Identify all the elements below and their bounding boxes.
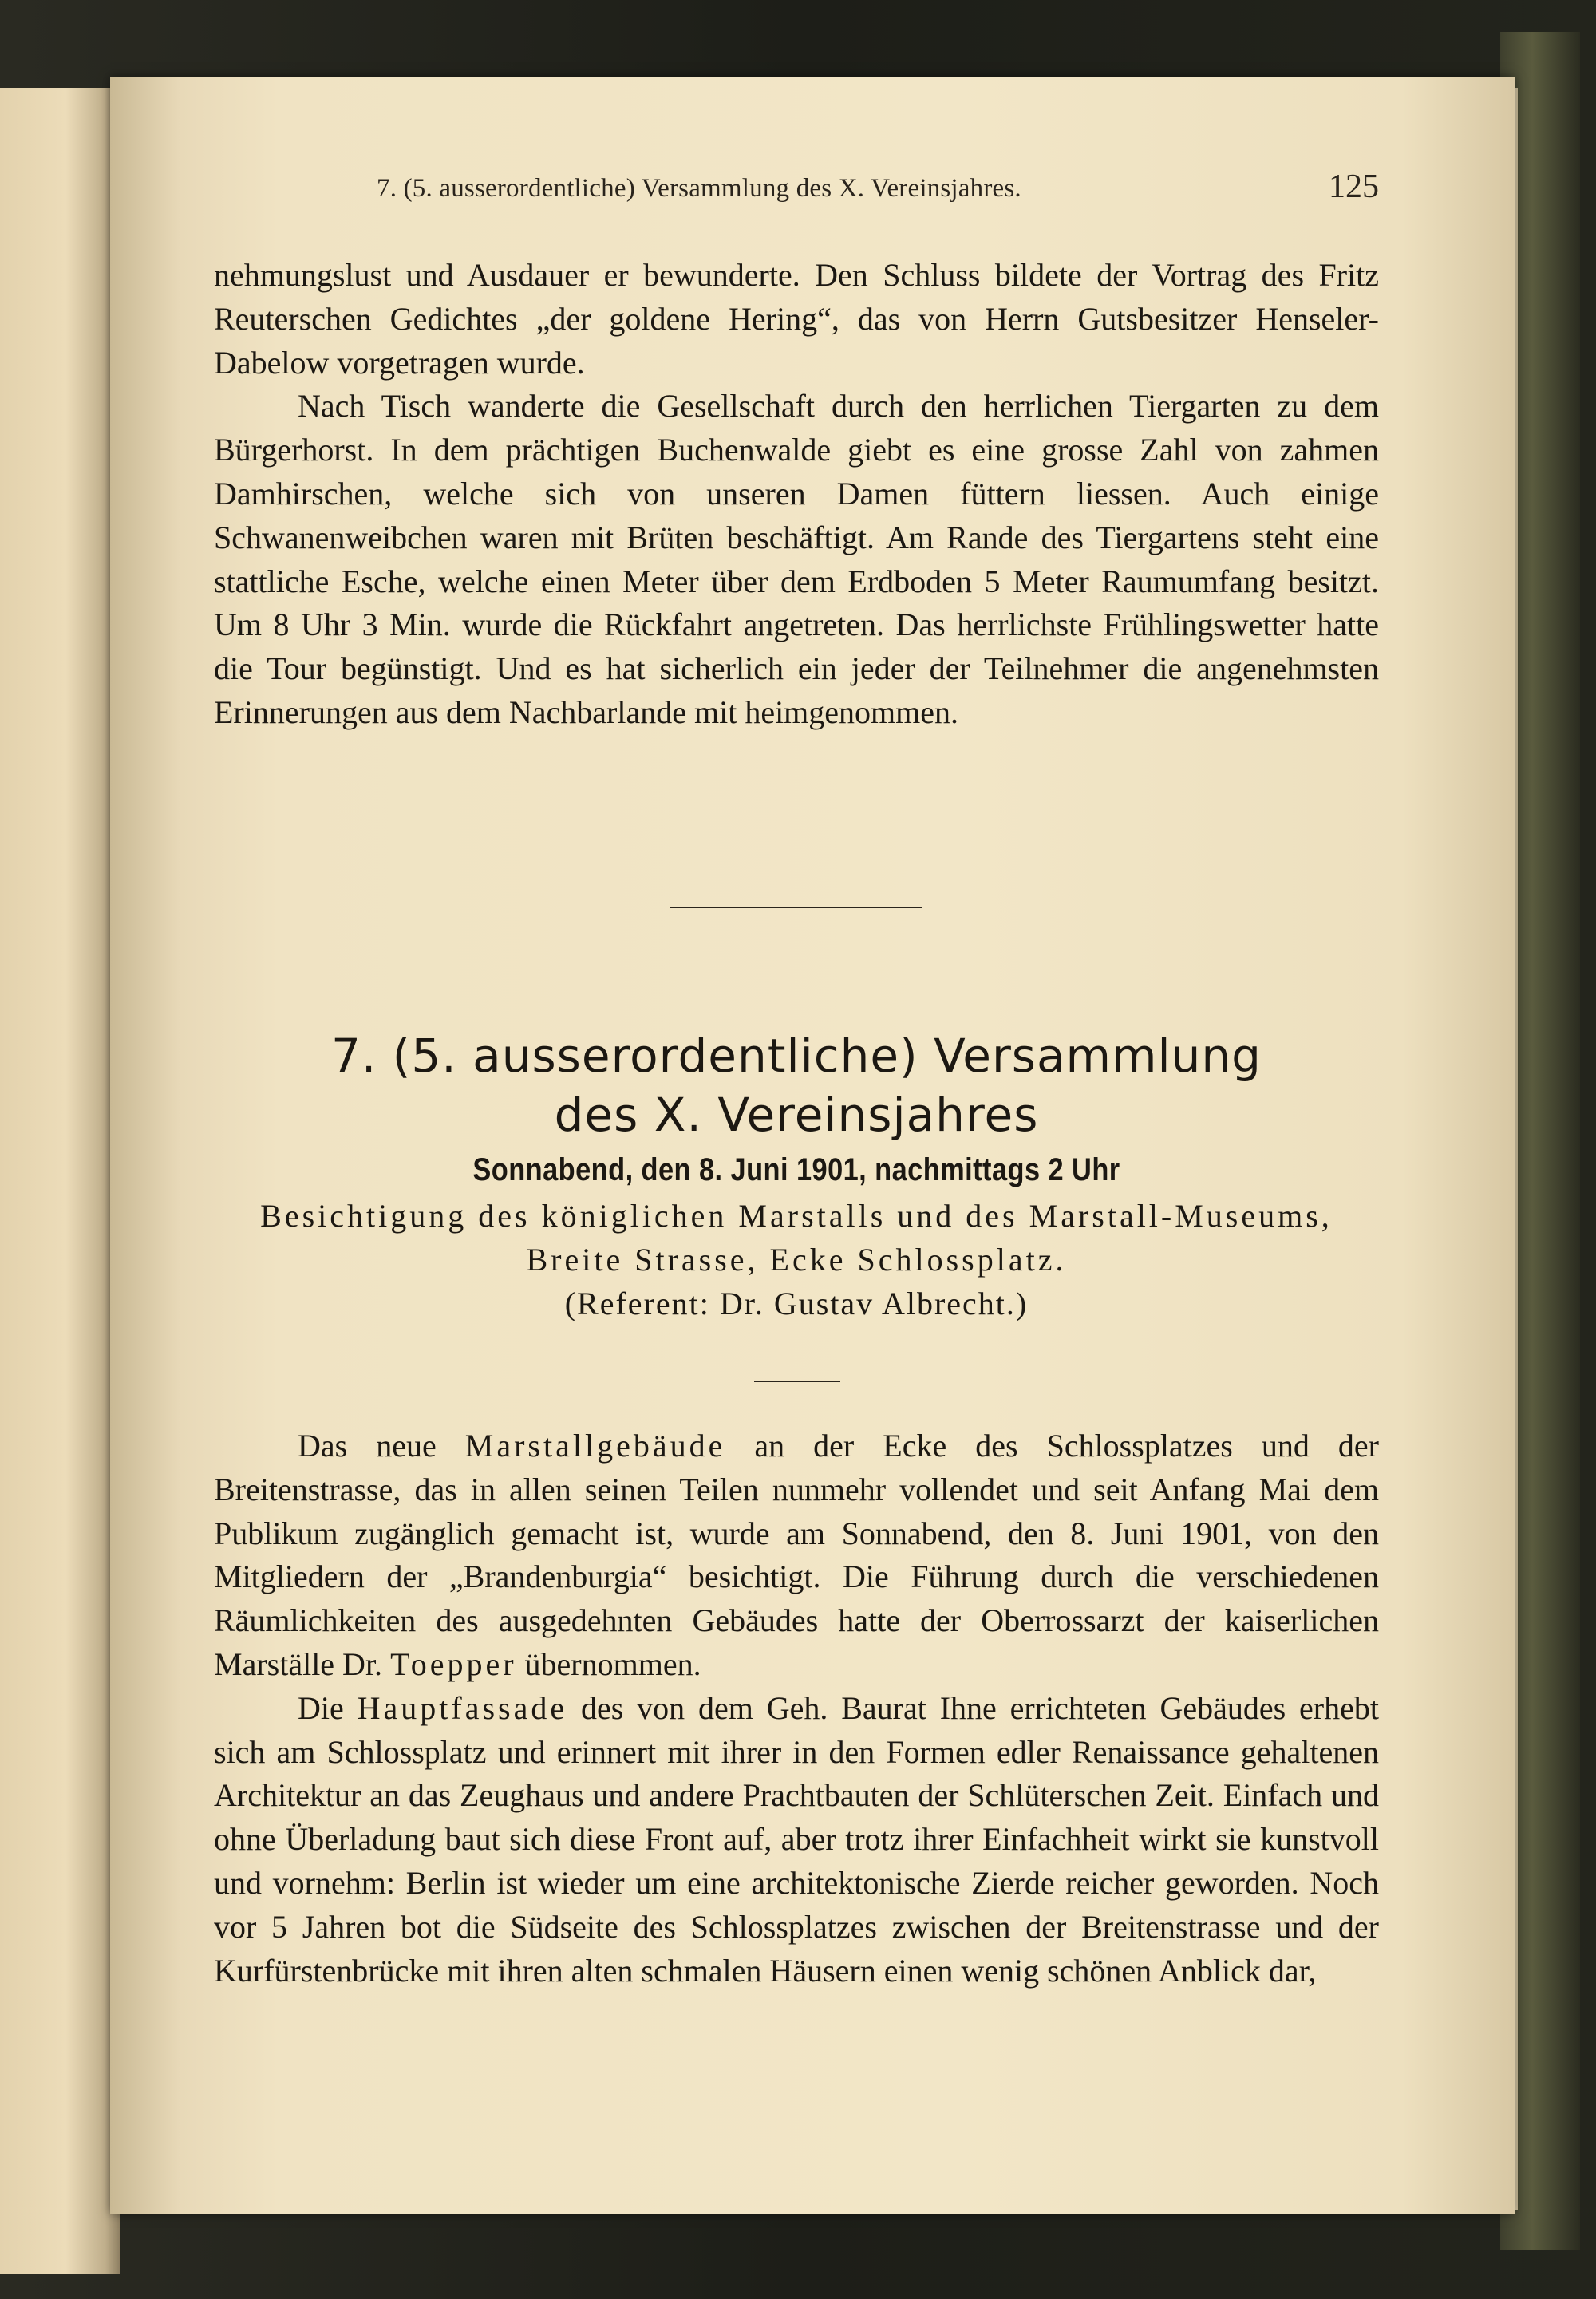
running-head-title: 7. (5. ausserordentliche) Versammlung des X. Vereinsjahres. [377, 174, 1021, 203]
text-run: übernommen. [516, 1645, 701, 1682]
text-run: des von dem Geh. Baurat Ihne errichteten Gebäudes erhebt sich am Schlossplatz und erinnert mit ihrer in den Formen edler Renaissance gehaltenen Architektur an das Zeughaus und andere Prachtbauten der Schlüterschen Zeit. Einfach und ohne Überladung baut sich diese Front auf, aber trotz ihrer Einfachheit wirkt sie kunstvoll und vornehm: Berlin ist wieder um eine architektonische Zierde reicher geworden. Noch vor 5 Jahren bot die Südseite des Schlossplatzes zwischen der Breitenstrasse und der Kurfürstenbrücke mit ihren alten schmalen Häusern einen wenig schönen Anblick dar, [214, 1689, 1379, 1989]
section-title-line2: des X. Vereinsjahres [554, 1088, 1039, 1142]
section-divider-rule [670, 907, 922, 908]
paragraph-continued: nehmungslust und Ausdauer er bewunderte. Den Schluss bildete der Vortrag des Fritz Reuterschen Gedichtes „der goldene Hering“, das von Herrn Gutsbesitzer Henseler-Dabelow vorgetragen wurde. [214, 257, 1379, 381]
text-run: an der Ecke des Schlossplatzes und der Breitenstrasse, das in allen seinen Teilen nunmehr vollendet und seit Anfang Mai dem Publikum zugänglich gemacht ist, wurde am Sonnabend, den 8. Juni 1901, von den Mitgliedern der „Brandenburgia“ besichtigt. Die Führung durch die verschiedenen Räumlichkeiten des ausgedehnten Gebäudes hatte der Oberrossarzt der kaiserlichen Marställe Dr. [214, 1428, 1380, 1682]
running-head [377, 168, 1379, 207]
section-title-line1: 7. (5. ausserordentliche) Versammlung [330, 1029, 1262, 1083]
paragraph-hauptfassade [214, 1687, 1379, 1993]
text-run: Das neue [298, 1428, 465, 1464]
continued-text [214, 254, 1379, 735]
body-text [214, 1424, 1379, 1993]
heading-short-rule [754, 1381, 840, 1382]
section-heading [214, 1026, 1379, 1325]
section-date-line: Sonnabend, den 8. Juni 1901, nachmittags 2 Uhr [472, 1152, 1120, 1187]
page-number: 125 [1329, 168, 1379, 205]
section-description: Besichtigung des königlichen Marstalls und des Marstall-Museums, Breite Strasse, Ecke Schlossplatz. [260, 1198, 1333, 1278]
paragraph-tiergarten: Nach Tisch wanderte die Gesellschaft durch den herrlichen Tiergarten zu dem Bürgerhorst. In dem prächtigen Buchenwalde giebt es eine grosse Zahl von zahmen Damhirschen, welche sich von unseren Damen füttern liessen. Auch einige Schwanenweibchen waren mit Brüten beschäftigt. Am Rande des Tiergartens steht eine stattliche Esche, welche einen Meter über dem Erdboden 5 Meter Raumumfang besitzt. Um 8 Uhr 3 Min. wurde die Rückfahrt angetreten. Das herrlichste Frühlingswetter hatte die Tour begünstigt. Und es hat sicherlich ein jeder der Teilnehmer die angenehmsten Erinnerungen aus dem Nachbarlande mit heimgenommen. [214, 388, 1379, 730]
emphasis-marstallgebaeude: Marstallgebäude [464, 1428, 726, 1464]
section-referent: (Referent: Dr. Gustav Albrecht.) [564, 1286, 1029, 1321]
left-page-edge [0, 88, 120, 2274]
emphasis-hauptfassade: Hauptfassade [357, 1689, 568, 1726]
emphasis-toepper: Toepper [390, 1645, 517, 1682]
text-run: Die [298, 1689, 358, 1726]
paragraph-marstall [214, 1424, 1379, 1687]
